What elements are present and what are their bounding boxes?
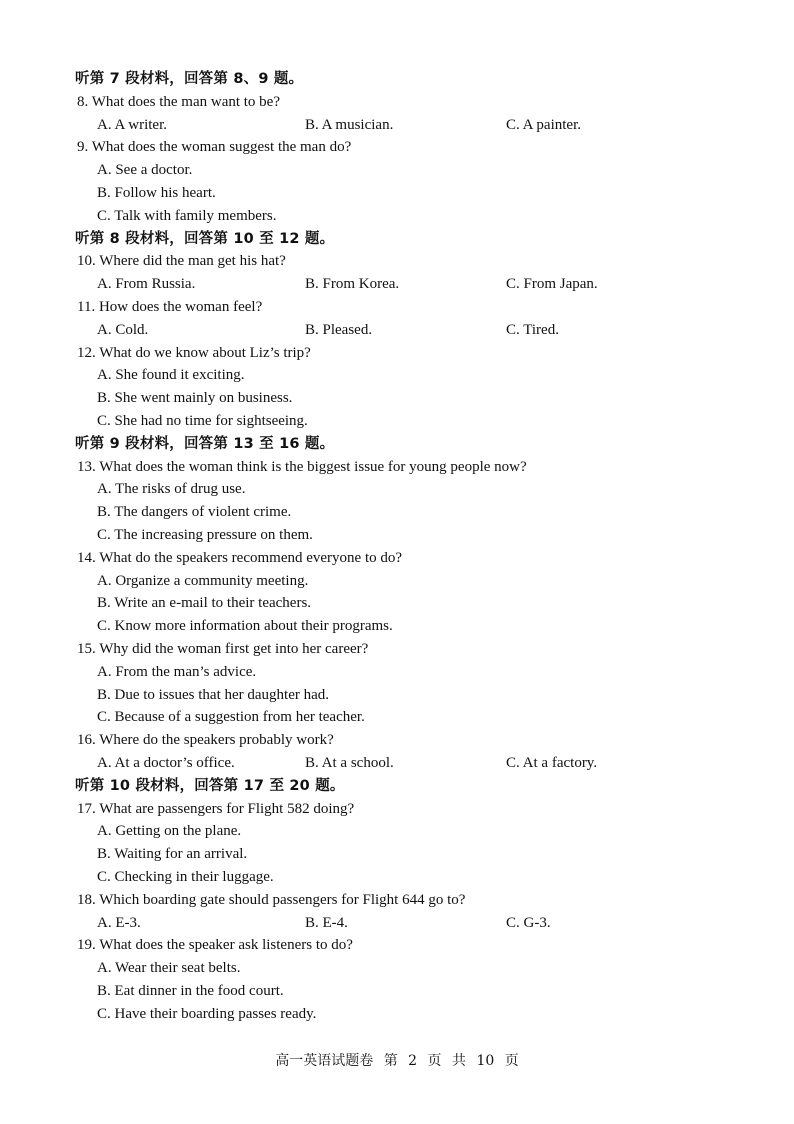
question-text: 9. What does the woman suggest the man do? — [77, 139, 352, 156]
option-text: B. She went mainly on business. — [97, 390, 293, 407]
option-b: B. From Korea. — [305, 276, 400, 293]
option-b: B. At a school. — [305, 755, 394, 771]
option-a: A. From Russia. — [97, 276, 196, 293]
option-text: B. Write an e-mail to their teachers. — [97, 595, 312, 612]
option-text: B. Eat dinner in the food court. — [97, 983, 284, 999]
option-text: B. Follow his heart. — [97, 185, 216, 201]
option-text: C. Have their boarding passes ready. — [97, 1005, 317, 1022]
option-c: C. A painter. — [506, 116, 581, 133]
option-text: A. She found it exciting. — [97, 367, 245, 384]
question-text: 16. Where do the speakers probably work? — [77, 732, 334, 749]
option-text: C. Talk with family members. — [97, 207, 277, 224]
option-a: A. E-3. — [97, 914, 141, 931]
option-text: A. Wear their seat belts. — [97, 960, 241, 977]
option-text: C. She had no time for sightseeing. — [97, 413, 308, 429]
option-text: C. Know more information about their programs. — [97, 618, 393, 635]
option-text: A. The risks of drug use. — [97, 481, 246, 498]
option-b: B. A musician. — [305, 116, 394, 133]
question-text: 15. Why did the woman first get into her career? — [77, 641, 369, 657]
option-c: C. Tired. — [506, 321, 559, 338]
section-heading: 听第 9 段材料，回答第 13 至 16 题。 — [75, 435, 335, 452]
option-text: B. The dangers of violent crime. — [97, 504, 292, 521]
option-text: C. Checking in their luggage. — [97, 869, 274, 885]
question-text: 12. What do we know about Liz’s trip? — [77, 344, 311, 361]
option-text: B. Due to issues that her daughter had. — [97, 686, 330, 703]
option-b: B. E-4. — [305, 914, 348, 931]
page-footer: 高一英语试题卷 第 2 页 共 10 页 — [275, 1053, 519, 1069]
option-text: C. The increasing pressure on them. — [97, 527, 313, 543]
question-text: 14. What do the speakers recommend everyone to do? — [77, 549, 403, 566]
option-text: A. From the man’s advice. — [97, 663, 257, 680]
option-text: A. Getting on the plane. — [97, 823, 242, 840]
question-text: 13. What does the woman think is the biggest issue for young people now? — [77, 458, 527, 475]
question-text: 17. What are passengers for Flight 582 doing? — [77, 800, 355, 817]
question-text: 8. What does the man want to be? — [77, 93, 280, 110]
section-heading: 听第 10 段材料，回答第 17 至 20 题。 — [75, 777, 345, 794]
option-text: A. Organize a community meeting. — [97, 572, 309, 589]
option-c: C. From Japan. — [506, 276, 598, 293]
option-b: B. Pleased. — [305, 321, 373, 338]
option-c: C. At a factory. — [506, 755, 598, 771]
option-text: C. Because of a suggestion from her teacher. — [97, 709, 365, 726]
option-a: A. At a doctor’s office. — [97, 755, 235, 771]
question-text: 10. Where did the man get his hat? — [77, 253, 286, 270]
question-text: 18. Which boarding gate should passengers for Flight 644 go to? — [77, 891, 466, 908]
question-text: 11. How does the woman feel? — [77, 299, 263, 315]
section-heading: 听第 8 段材料，回答第 10 至 12 题。 — [75, 230, 335, 247]
option-c: C. G-3. — [506, 914, 551, 931]
option-text: A. See a doctor. — [97, 162, 193, 179]
option-a: A. Cold. — [97, 321, 149, 338]
option-a: A. A writer. — [97, 116, 167, 133]
option-text: B. Waiting for an arrival. — [97, 846, 248, 863]
question-text: 19. What does the speaker ask listeners to do? — [77, 937, 353, 954]
section-heading: 听第 7 段材料，回答第 8、9 题。 — [75, 71, 304, 87]
